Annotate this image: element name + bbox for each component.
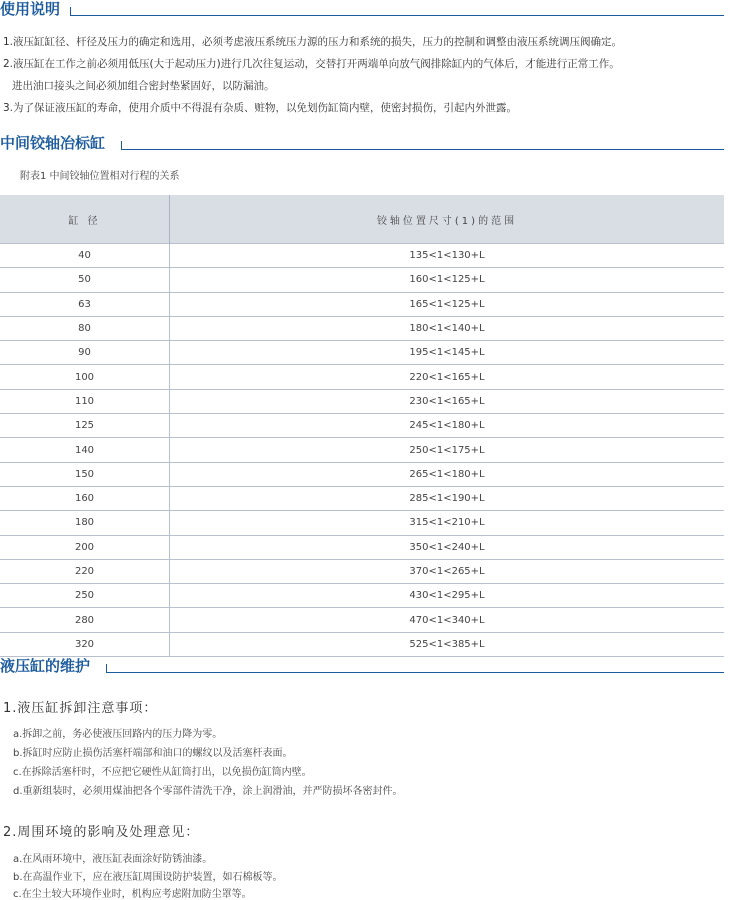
bore-cell: 40 [0,244,170,268]
table-row [0,438,724,462]
bore-cell: 220 [0,559,170,583]
trunnion-range-cell: 470<1<340+L [170,608,725,632]
bore-cell: 110 [0,389,170,413]
trunnion-range-cell: 525<1<385+L [170,632,725,656]
trunnion-range-cell: 195<1<145+L [170,341,725,365]
table-header-row [0,195,724,244]
usage-section-rule [70,7,724,16]
table-row [0,268,724,292]
trunnion-range-cell: 430<1<295+L [170,584,725,608]
table-row [0,535,724,559]
bore-cell: 180 [0,511,170,535]
disassembly-item-d: d.重新组装时，必须用煤油把各个零部件清洗干净，涂上润滑油，并严防损坏各密封件。 [13,786,403,797]
trunnion-range-cell: 180<1<140+L [170,316,725,340]
table-row [0,584,724,608]
bore-cell: 50 [0,268,170,292]
table-row [0,316,724,340]
usage-line-3: 进出油口接头之间必须加组合密封垫紧固好，以防漏油。 [12,80,275,92]
trunnion-section-rule [121,141,724,150]
bore-cell: 320 [0,632,170,656]
table-row [0,559,724,583]
usage-line-4: 3.为了保证液压缸的寿命，使用介质中不得混有杂质、赃物，以免划伤缸筒内壁，使密封损伤，引起内外泄露。 [3,102,518,114]
header-bore: 缸 径 [0,195,170,244]
bore-cell: 100 [0,365,170,389]
table-row [0,462,724,486]
bore-cell: 150 [0,462,170,486]
disassembly-item-c: c.在拆除活塞杆时，不应把它硬性从缸筒打出，以免损伤缸筒内壁。 [13,767,312,778]
table-row [0,511,724,535]
table-row [0,414,724,438]
environment-heading: 2.周围环境的影响及处理意见： [3,825,200,840]
bore-cell: 160 [0,486,170,510]
table-row [0,365,724,389]
table-row [0,486,724,510]
table-row [0,244,724,268]
trunnion-range-cell: 230<1<165+L [170,389,725,413]
environment-item-b: b.在高温作业下，应在液压缸周围设防护装置，如石棉板等。 [13,872,283,883]
bore-cell: 140 [0,438,170,462]
usage-section-title: 使用说明 [0,0,61,18]
trunnion-range-cell: 285<1<190+L [170,486,725,510]
table-body [0,244,724,657]
trunnion-section-header [0,134,105,152]
usage-line-2: 2.液压缸在工作之前必须用低压(大于起动压力)进行几次往复运动，交替打开两端单向放气阀排除缸内的气体后，才能进行正常工作。 [3,58,620,70]
usage-section-header [0,0,60,18]
trunnion-range-cell: 135<1<130+L [170,244,725,268]
table-row [0,389,724,413]
table-caption: 附表1 中间铰轴位置相对行程的关系 [20,171,180,182]
table-row [0,292,724,316]
maintenance-section-title: 液压缸的维护 [0,657,91,675]
bore-cell: 250 [0,584,170,608]
trunnion-range-cell: 250<1<175+L [170,438,725,462]
bore-cell: 63 [0,292,170,316]
bore-cell: 90 [0,341,170,365]
table-row [0,632,724,656]
bore-cell: 80 [0,316,170,340]
maintenance-section-header [0,657,90,675]
trunnion-range-cell: 370<1<265+L [170,559,725,583]
disassembly-item-a: a.拆卸之前，务必使液压回路内的压力降为零。 [13,729,223,740]
environment-item-a: a.在风雨环境中，液压缸表面涂好防锈油漆。 [13,854,213,865]
disassembly-item-b: b.拆缸时应防止损伤活塞杆端部和油口的螺纹以及活塞杆表面。 [13,748,293,759]
bore-cell: 280 [0,608,170,632]
table-row [0,608,724,632]
environment-item-c: c.在尘土较大环境作业时，机构应考虑附加防尘罩等。 [13,889,252,900]
disassembly-heading: 1.液压缸拆卸注意事项： [3,701,158,716]
trunnion-range-cell: 315<1<210+L [170,511,725,535]
trunnion-range-cell: 265<1<180+L [170,462,725,486]
usage-line-1: 1.液压缸缸径、杆径及压力的确定和选用，必须考虑液压系统压力源的压力和系统的损失，压力的控制和调整由液压系统调压阀确定。 [3,36,623,48]
trunnion-range-cell: 350<1<240+L [170,535,725,559]
bore-cell: 125 [0,414,170,438]
trunnion-range-cell: 160<1<125+L [170,268,725,292]
maintenance-section-rule [106,664,724,673]
table-row [0,341,724,365]
trunnion-range-cell: 220<1<165+L [170,365,725,389]
trunnion-range-cell: 165<1<125+L [170,292,725,316]
trunnion-position-table [0,195,724,657]
trunnion-range-cell: 245<1<180+L [170,414,725,438]
trunnion-section-title: 中间铰轴冶标缸 [0,134,106,152]
bore-cell: 200 [0,535,170,559]
header-trunnion-range: 铰轴位置尺寸(1)的范围 [170,195,725,244]
